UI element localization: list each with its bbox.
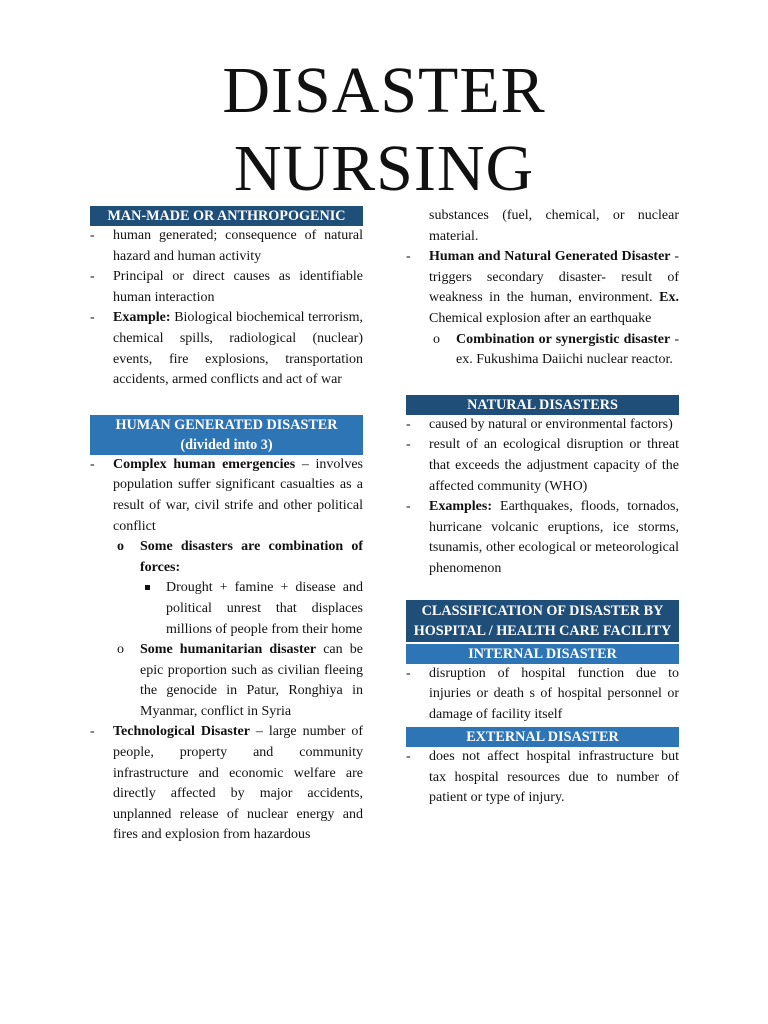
synergy-label: Combination or synergistic disaster <box>456 331 671 347</box>
humanitarian-text: can be epic proportion such as civilian fleeing the genocide in Patur, Ronghiya in Myanmar, conflict in Syria <box>140 642 363 719</box>
title-line-1: DISASTER <box>222 54 546 127</box>
list-item-human-natural <box>406 247 679 329</box>
complex-text: – involves population suffer significant casualties as a result of war, civil strife and other political conflict <box>113 456 363 534</box>
header-line: HUMAN GENERATED DISASTER <box>115 416 338 433</box>
section-header-human-generated <box>90 415 363 455</box>
section-header-natural: NATURAL DISASTERS <box>406 395 679 415</box>
hn-ex-label: Ex. <box>659 290 679 306</box>
humanitarian-label: Some humanitarian disaster <box>140 642 317 658</box>
continuation-text: substances (fuel, chemical, or nuclear material. <box>429 208 679 244</box>
list-item: - does not affect hospital infrastructure but tax hospital resources due to number of patient or type of injury. <box>406 747 679 809</box>
example-text: Biological biochemical terrorism, chemical spills, radiological (nuclear) events, fire explosions, transportation accidents, armed conflicts and act of war <box>113 310 363 388</box>
list-item: - disruption of hospital function due to injuries or death s of hospital personnel or damage of facility itself <box>406 664 679 726</box>
title-line-2: NURSING <box>233 132 535 205</box>
section-header-classification: CLASSIFICATION OF DISASTER BY HOSPITAL / HEALTH CARE FACILITY <box>406 600 679 642</box>
left-column <box>90 206 363 846</box>
list-item-examples <box>406 497 679 579</box>
synergy-text: - ex. Fukushima Daiichi nuclear reactor. <box>456 331 679 368</box>
sub-sub-item: Drought + famine + disease and political unrest that displaces millions of people from their home <box>90 578 363 640</box>
complex-label: Complex human emergencies <box>113 456 296 472</box>
right-column <box>406 206 679 809</box>
section-header-external: EXTERNAL DISASTER <box>406 727 679 747</box>
hn-label: Human and Natural Generated Disaster <box>429 249 671 265</box>
tech-text: – large number of people, property and community infrastructure and economic welfare are directly affected by major accidents, unplanned release of nuclear energy and fires and explosion from hazardous <box>113 724 363 843</box>
sub-item-combination: o Some disasters are combination of forces: <box>90 537 363 578</box>
sub-item-synergy <box>406 330 679 371</box>
examples-label: Examples: <box>429 499 492 515</box>
list-item: - caused by natural or environmental factors) <box>406 415 679 436</box>
list-item-technological <box>90 722 363 846</box>
header-line: (divided into 3) <box>180 436 273 453</box>
hn-ex-text: Chemical explosion after an earthquake <box>429 310 652 326</box>
hn-text: - triggers secondary disaster- result of weakness in the human, environment. <box>429 249 679 306</box>
example-label: Example: <box>113 310 171 326</box>
section-header-man-made: MAN-MADE OR ANTHROPOGENIC <box>90 206 363 226</box>
list-item-example <box>90 308 363 390</box>
tech-label: Technological Disaster <box>113 724 250 740</box>
page-title <box>0 52 768 208</box>
list-item: - result of an ecological disruption or threat that exceeds the adjustment capacity of the affected community (WHO) <box>406 435 679 497</box>
examples-text: Earthquakes, floods, tornados, hurricane volcanic eruptions, ice storms, tsunamis, other ecological or meteorological phenomenon <box>429 499 679 576</box>
sub-item-humanitarian <box>90 640 363 722</box>
list-item: - human generated; consequence of natural hazard and human activity <box>90 226 363 267</box>
list-item: - Principal or direct causes as identifiable human interaction <box>90 267 363 308</box>
list-item-complex <box>90 455 363 537</box>
section-header-internal: INTERNAL DISASTER <box>406 644 679 664</box>
